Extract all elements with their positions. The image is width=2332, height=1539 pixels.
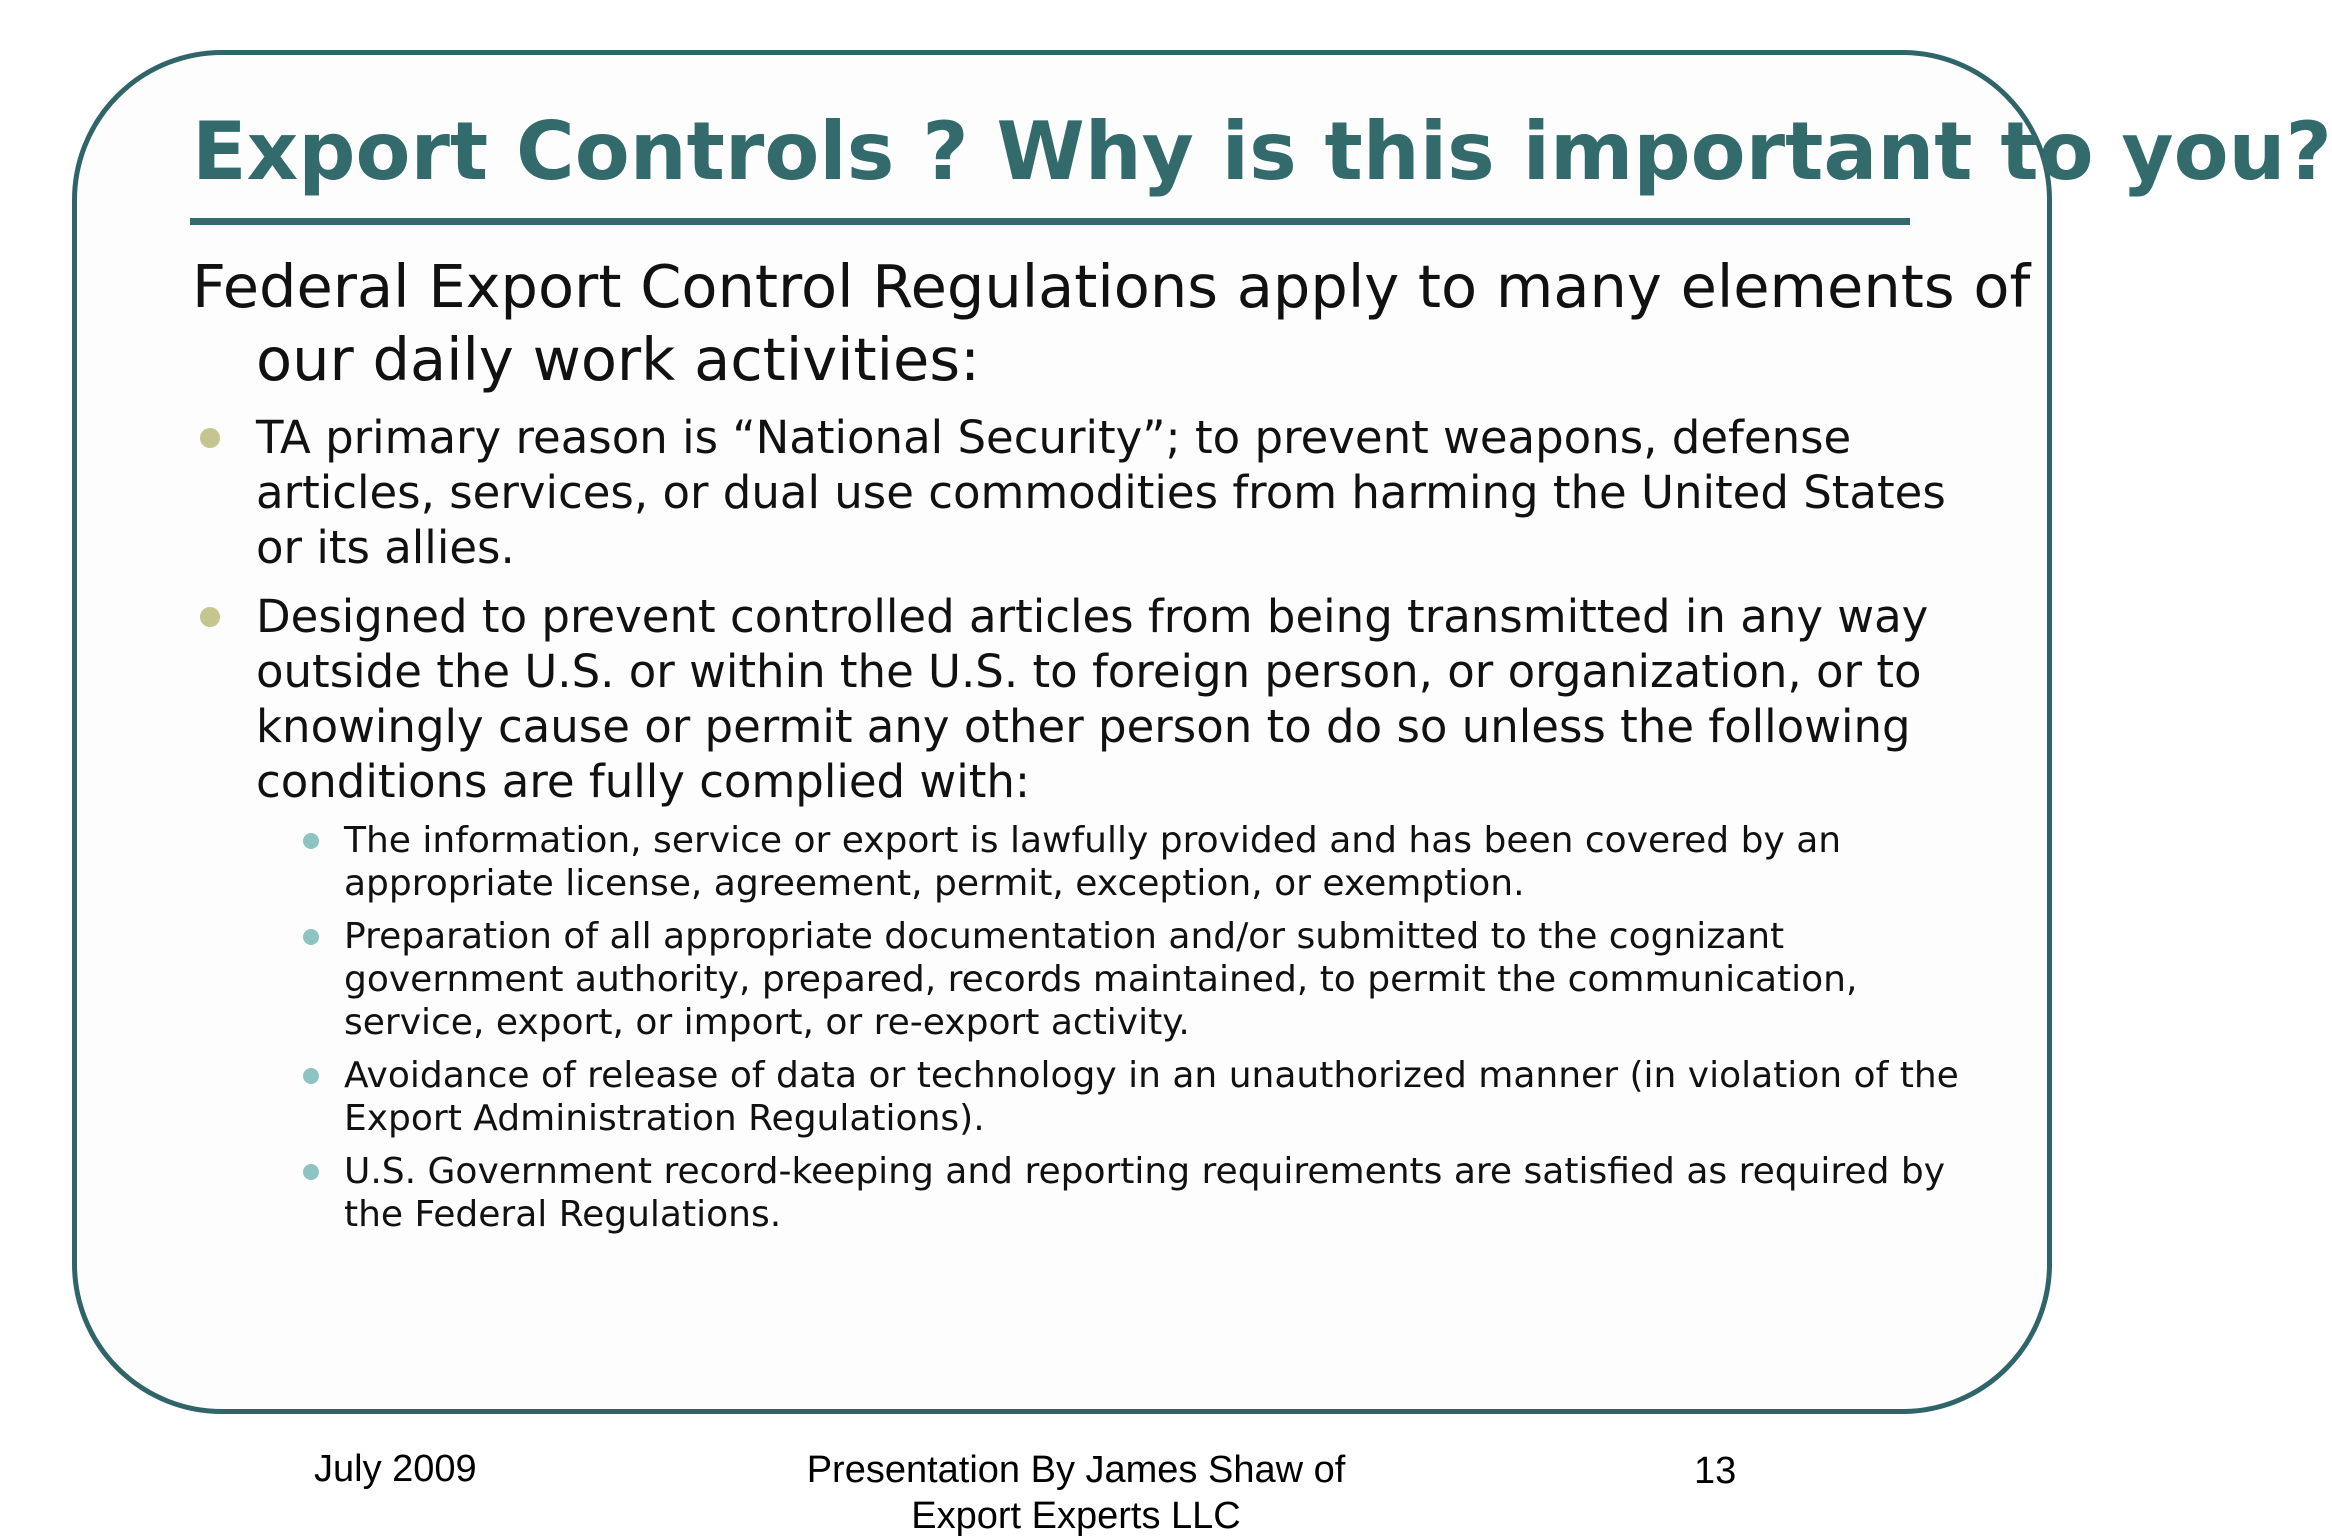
sub-bullet-list — [256, 819, 1980, 1236]
sub-bullet-dot-icon — [303, 1164, 319, 1180]
sub-bullet-text: The information, service or export is lawfully provided and has been covered by an appropriate license, agreement, permit, exception, or exemption. — [344, 820, 1842, 904]
sub-bullet-item — [256, 819, 1980, 905]
footer-presenter-line1: Presentation By James Shaw of — [806, 1449, 1346, 1491]
sub-bullet-dot-icon — [303, 929, 319, 945]
page-number: 13 — [1694, 1450, 1737, 1492]
footer-presenter-line2: Export Experts LLC — [911, 1495, 1241, 1537]
bullet-dot-icon — [200, 607, 220, 627]
sub-bullet-dot-icon — [303, 833, 319, 849]
slide-title: Export Controls ? Why is this important to you? — [192, 105, 2332, 198]
title-underline — [190, 218, 1910, 225]
sub-bullet-text: Preparation of all appropriate documentation and/or submitted to the cognizant government authority, prepared, records maintained, to permit the communication, service, export, or import, or re-export activity. — [344, 916, 1858, 1043]
sub-bullet-item — [256, 1150, 1980, 1236]
bullet-dot-icon — [200, 428, 220, 448]
bullet-item — [200, 410, 1980, 575]
bullet-text: TA primary reason is “National Security”; to prevent weapons, defense articles, services, or dual use commodities from harming the United States or its allies. — [256, 411, 1946, 574]
bullet-item — [200, 589, 1980, 1236]
footer-presenter — [676, 1447, 1476, 1539]
sub-bullet-item — [256, 1054, 1980, 1140]
sub-bullet-text: U.S. Government record-keeping and reporting requirements are satisfied as required by the Federal Regulations. — [344, 1151, 1946, 1235]
bullet-list — [200, 410, 1980, 1250]
sub-bullet-item — [256, 915, 1980, 1044]
sub-bullet-text: Avoidance of release of data or technology in an unauthorized manner (in violation of the Export Administration Regulations). — [344, 1055, 1959, 1139]
bullet-text: Designed to prevent controlled articles from being transmitted in any way outside the U.S. or within the U.S. to foreign person, or organization, or to knowingly cause or permit any other person to do so unless the following conditions are fully complied with: — [256, 590, 1929, 808]
intro-text: Federal Export Control Regulations apply to many elements of our daily work activities: — [192, 252, 2031, 394]
sub-bullet-dot-icon — [303, 1068, 319, 1084]
footer-date: July 2009 — [314, 1448, 477, 1490]
